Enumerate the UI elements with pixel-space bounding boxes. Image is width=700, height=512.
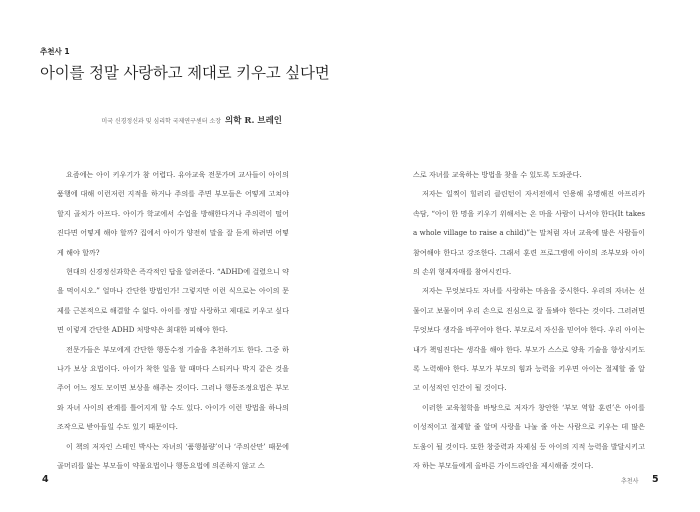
paragraph: 요즘에는 아이 키우기가 참 어렵다. 유아교육 전문가며 교사들이 아이의 품행에 대해 이런저런 지적을 하거나 주의를 주면 부모들은 어떻게 고쳐야 할지 골치가 아프다. 아이가 학교에서 수업을 방해한다거나 주의력이 떨어진다면 어떻게 해야 할까? 집에서 아이가 양전히 말을 잘 듣게 하려면 어떻게 해야 할까?	[57, 170, 289, 257]
author-affiliation: 미국 신경정신과 및 심리학 국제연구센터 소장	[101, 118, 221, 125]
paragraph: 전문가들은 부모에게 간단한 행동수정 기술을 추천하기도 한다. 그중 하나가 보상 요법이다. 아이가 착한 일을 할 때마다 스티커나 박지 같은 것을 주어 어느 정도 모이면 보상을 해주는 것이다. 그러나 행동조정요법은 부모와 자녀 사이의 관계를 틀어지게 할 수도 있다. 아이가 이런 방법을 하나의 조작으로 받아들일 수도 있기 때문이다.	[57, 344, 289, 432]
running-head: 추천사	[621, 478, 639, 485]
right-column	[413, 165, 645, 476]
paragraph: 현대의 신경정신과학은 즉각적인 답을 알려준다. “ADHD에 걸렸으니 약을 먹이시오.” 얼마나 간단한 방법인가! 그렇지만 이런 식으로는 아이의 문제를 근본적으로 해결할 수 없다. 아이를 정말 사랑하고 제대로 키우고 싶다면 이렇게 간단한 ADHD 처방약은 최대한 피해야 한다.	[57, 267, 289, 335]
paragraph: 이 책의 저자인 스테인 박사는 자녀의 ‘품행불량’이나 ‘주의산만’ 때문에 골머리를 앓는 부모들이 약물요법이나 행동요법에 의존하지 않고 스	[57, 441, 289, 471]
page-number-right: 5	[652, 474, 659, 485]
page-title: 아이를 정말 사랑하고 제대로 키우고 싶다면	[40, 64, 330, 82]
paragraph: 저자는 무엇보다도 자녀를 사랑하는 마음을 중시한다. 우리의 자녀는 선물이고 보물이며 우리 손으로 진심으로 잘 돌봐야 한다는 것이다. 그러려면 무엇보다 생각을 바꾸어야 한다. 부모로서 자신을 믿어야 한다. 우리 아이는 내가 책임진다는 생각을 해야 한다. 부모가 스스로 양육 기술을 향상시키도록 노력해야 한다. 부모가 부모의 힘과 능력을 키우면 아이는 절제할 줄 알고 이성적인 인간이 될 것이다.	[413, 286, 645, 393]
paragraph: 이러한 교육철학을 바탕으로 저자가 창안한 ‘부모 역할 훈련’은 아이를 이성적이고 절제할 줄 알며 사랑을 나눌 줄 아는 사람으로 키우는 데 많은 도움이 될 것이다. 또한 창중력과 자제심 등 아이의 지적 능력을 발달시키고자 하는 부모들에게 올바른 가이드라인을 제시해줄 것이다.	[413, 402, 645, 471]
author-name: 의학 R. 브레인	[225, 116, 282, 126]
left-column	[57, 165, 289, 476]
page-number-left: 4	[42, 474, 49, 485]
byline	[101, 114, 282, 126]
paragraph: 저자는 일찍이 힐러리 클린턴이 자서전에서 인용해 유명해진 아프리카 속담, “아이 한 명을 키우기 위해서는 온 마을 사람이 나서야 한다(It takes a whole village to raise a child)”는 말처럼 자녀 교육에 많은 사람들이 참여해야 한다고 강조한다. 그래서 훈련 프로그램에 아이의 조부모와 아이의 손위 형제자매를 참여시킨다.	[413, 189, 645, 277]
paragraph: 스로 자녀를 교육하는 방법을 찾을 수 있도록 도와준다.	[413, 170, 582, 179]
section-kicker: 추천사 1	[40, 47, 70, 56]
